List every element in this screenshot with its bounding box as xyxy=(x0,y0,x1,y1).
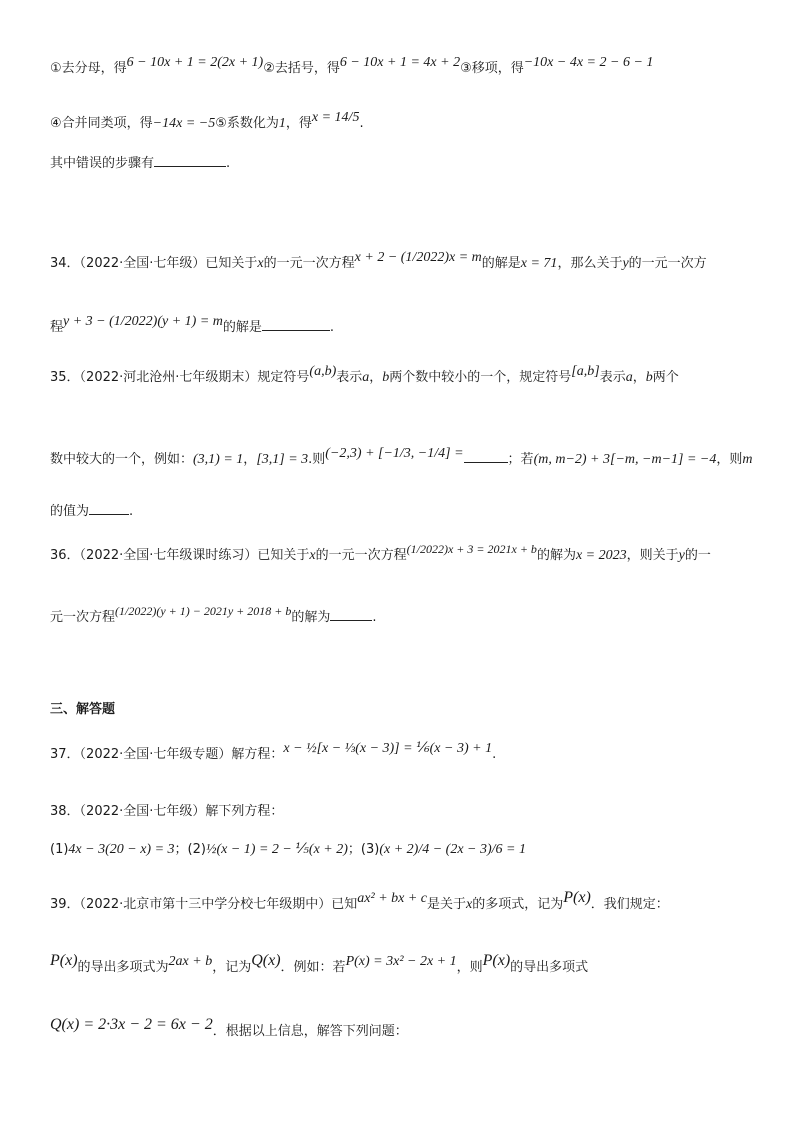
q39-q-of-x: Q(x) xyxy=(251,952,281,969)
q39-text-10: ．根据以上信息，解答下列问题： xyxy=(212,1024,408,1039)
part-2-equation: ½(x − 1) = 2 − ⅕(x + 2) xyxy=(205,842,348,857)
q35-var-b-2: b xyxy=(645,370,653,385)
part-1-equation: 4x − 3(20 − x) = 3 xyxy=(68,842,175,857)
answer-blank[interactable] xyxy=(154,153,226,167)
q39-line-1 xyxy=(50,889,669,913)
answer-blank[interactable] xyxy=(89,501,129,515)
q34-text-5: 的一元一次方 xyxy=(628,256,707,271)
q35-text-9: ，则 xyxy=(716,452,743,467)
q36-text-4: ，则关于 xyxy=(626,548,679,563)
question-number: 35． xyxy=(50,370,80,385)
part-3-equation: (x + 2)/4 − (2x − 3)/6 = 1 xyxy=(379,842,526,857)
q35-expression-2: (m, m−2) + 3[−m, −m−1] = −4 xyxy=(533,452,717,467)
step-4-label: ④合并同类项，得 xyxy=(50,116,153,131)
q35-text-4: 表示 xyxy=(599,370,626,385)
step-1-label: ①去分母，得 xyxy=(50,61,127,76)
q39-line-3 xyxy=(50,1016,408,1040)
q35-var-b: b xyxy=(382,370,390,385)
q36-text-7: 的解为 xyxy=(291,610,331,625)
q35-expression-1: (−2,3) + [−1/3, −1/4] = xyxy=(325,446,464,461)
q35-text-3: 两个数中较小的一个，规定符号 xyxy=(389,370,572,385)
answer-blank[interactable] xyxy=(464,449,508,463)
question-number: 34． xyxy=(50,256,80,271)
step-1-equation: 6 − 10x + 1 = 2(2x + 1) xyxy=(126,55,264,70)
q37-text-1: 解方程： xyxy=(231,747,284,762)
q34-period: . xyxy=(329,320,335,335)
example-min: (3,1) = 1 xyxy=(193,452,244,467)
q36-solution: x = 2023 xyxy=(575,548,627,563)
q38-line-2 xyxy=(50,838,526,858)
q36-period: . xyxy=(372,610,377,625)
q34-line-2 xyxy=(50,316,334,336)
q37-equation: x − ½[x − ⅓(x − 3)] = ⅙(x − 3) + 1 xyxy=(283,741,493,756)
question-number: 37． xyxy=(50,747,80,762)
q34-var-x: x xyxy=(257,256,264,271)
q37-period: . xyxy=(492,747,497,762)
question-source: （2022·全国·七年级） xyxy=(79,256,206,271)
q34-solution: x = 71 xyxy=(520,256,558,271)
q34-text-7: 的解是 xyxy=(222,320,262,335)
q33-steps-line-2 xyxy=(50,112,364,132)
step-5-result: x = 14/5 xyxy=(311,110,360,125)
q37-line xyxy=(50,743,496,763)
q34-text-6: 程 xyxy=(50,320,64,335)
q39-text-1: 已知 xyxy=(331,897,358,912)
answer-blank[interactable] xyxy=(262,317,330,331)
q39-p-of-x-3: P(x) xyxy=(482,952,511,969)
example-max: [3,1] = 3 xyxy=(256,452,309,467)
q39-var-x: x xyxy=(466,897,473,912)
q35-text-7: .则 xyxy=(308,452,326,467)
q36-line-1 xyxy=(50,544,711,564)
q33-period: . xyxy=(226,156,231,171)
coefficient-value: 1 xyxy=(278,116,286,131)
q34-text-4: ，那么关于 xyxy=(557,256,623,271)
q36-text-6: 元一次方程 xyxy=(50,610,116,625)
step-4-equation: −14x = −5 xyxy=(152,116,216,131)
q35-var-a: a xyxy=(362,370,370,385)
q36-text-5: 的一 xyxy=(684,548,711,563)
q35-period: . xyxy=(129,504,134,519)
min-symbol: (a,b) xyxy=(309,364,337,379)
step-5-label: ⑤系数化为 xyxy=(215,116,279,131)
q36-line-2 xyxy=(50,606,377,625)
q39-text-7: ．例如：若 xyxy=(280,960,346,975)
q39-p-of-x: P(x) xyxy=(563,889,591,906)
q33-question xyxy=(50,152,230,171)
step-5-end: . xyxy=(359,116,364,131)
step-3-equation: −10x − 4x = 2 − 6 − 1 xyxy=(523,55,654,70)
q34-var-y: y xyxy=(622,256,629,271)
q35-line-1 xyxy=(50,366,679,386)
q38-line-1 xyxy=(50,800,283,819)
q39-text-3: 的多项式，记为 xyxy=(472,897,564,912)
q35-text-1: 规定符号 xyxy=(257,370,310,385)
q39-text-6: ，记为 xyxy=(212,960,252,975)
question-number: 36． xyxy=(50,548,80,563)
step-2-equation: 6 − 10x + 1 = 4x + 2 xyxy=(339,55,461,70)
q39-text-2: 是关于 xyxy=(427,897,467,912)
q35-var-m: m xyxy=(742,452,753,467)
step-2-label: ②去括号，得 xyxy=(263,61,340,76)
q34-line-1 xyxy=(50,252,707,272)
q39-example-p: P(x) = 3x² − 2x + 1 xyxy=(345,954,457,969)
q39-text-9: 的导出多项式 xyxy=(510,960,589,975)
q33-question-text: 其中错误的步骤有 xyxy=(50,156,155,171)
q36-var-y: y xyxy=(678,548,685,563)
q39-text-5: 的导出多项式为 xyxy=(77,960,169,975)
separator: ； xyxy=(174,842,188,857)
question-number: 38． xyxy=(50,804,80,819)
q35-text-6: 数中较大的一个，例如： xyxy=(50,452,194,467)
q36-text-1: 已知关于 xyxy=(257,548,310,563)
answer-blank[interactable] xyxy=(330,607,372,621)
q39-derived-poly: 2ax + b xyxy=(168,954,213,969)
q34-text-1: 已知关于 xyxy=(205,256,258,271)
step-5-mid: ，得 xyxy=(285,116,312,131)
question-number: 39． xyxy=(50,897,80,912)
q36-equation-1: (1/2022)x + 3 = 2021x + b xyxy=(406,542,537,556)
section-heading: 三、解答题 xyxy=(50,702,116,717)
step-3-label: ③移项，得 xyxy=(460,61,524,76)
q34-equation-1: x + 2 − (1/2022)x = m xyxy=(354,250,482,265)
q35-comma-3: ， xyxy=(243,452,257,467)
max-symbol: [a,b] xyxy=(571,364,600,379)
q34-text-3: 的解是 xyxy=(481,256,521,271)
q35-comma: ， xyxy=(369,370,383,385)
q39-polynomial: ax² + bx + c xyxy=(357,891,428,906)
q35-text-2: 表示 xyxy=(336,370,363,385)
q36-text-2: 的一元一次方程 xyxy=(315,548,407,563)
question-source: （2022·河北沧州·七年级期末） xyxy=(79,370,258,385)
q36-var-x: x xyxy=(309,548,316,563)
q39-example-q: Q(x) = 2·3x − 2 = 6x − 2 xyxy=(50,1016,213,1033)
part-1-label: (1) xyxy=(50,842,69,857)
q34-equation-2: y + 3 − (1/2022)(y + 1) = m xyxy=(63,314,223,329)
q35-text-8: ；若 xyxy=(507,452,534,467)
q35-line-2 xyxy=(50,448,753,468)
q38-text-1: 解下列方程： xyxy=(205,804,284,819)
separator: ； xyxy=(347,842,361,857)
q36-text-3: 的解为 xyxy=(536,548,576,563)
question-source: （2022·全国·七年级） xyxy=(79,804,206,819)
q35-comma-2: ， xyxy=(632,370,646,385)
q36-equation-2: (1/2022)(y + 1) − 2021y + 2018 + b xyxy=(115,604,292,618)
part-3-label: (3) xyxy=(360,842,380,857)
q39-text-4: ．我们规定： xyxy=(590,897,669,912)
q39-line-2 xyxy=(50,952,589,976)
question-source: （2022·全国·七年级课时练习） xyxy=(79,548,258,563)
q39-p-of-x-2: P(x) xyxy=(50,952,78,969)
q33-steps-line-1 xyxy=(50,57,653,77)
question-source: （2022·北京市第十三中学分校七年级期中） xyxy=(79,897,332,912)
q35-var-a-2: a xyxy=(625,370,633,385)
q34-text-2: 的一元一次方程 xyxy=(263,256,355,271)
q39-text-8: ，则 xyxy=(456,960,483,975)
q35-text-5: 两个 xyxy=(652,370,679,385)
question-source: （2022·全国·七年级专题） xyxy=(79,747,232,762)
part-2-label: (2) xyxy=(187,842,206,857)
q35-text-10: 的值为 xyxy=(50,504,90,519)
q35-line-3 xyxy=(50,500,133,519)
